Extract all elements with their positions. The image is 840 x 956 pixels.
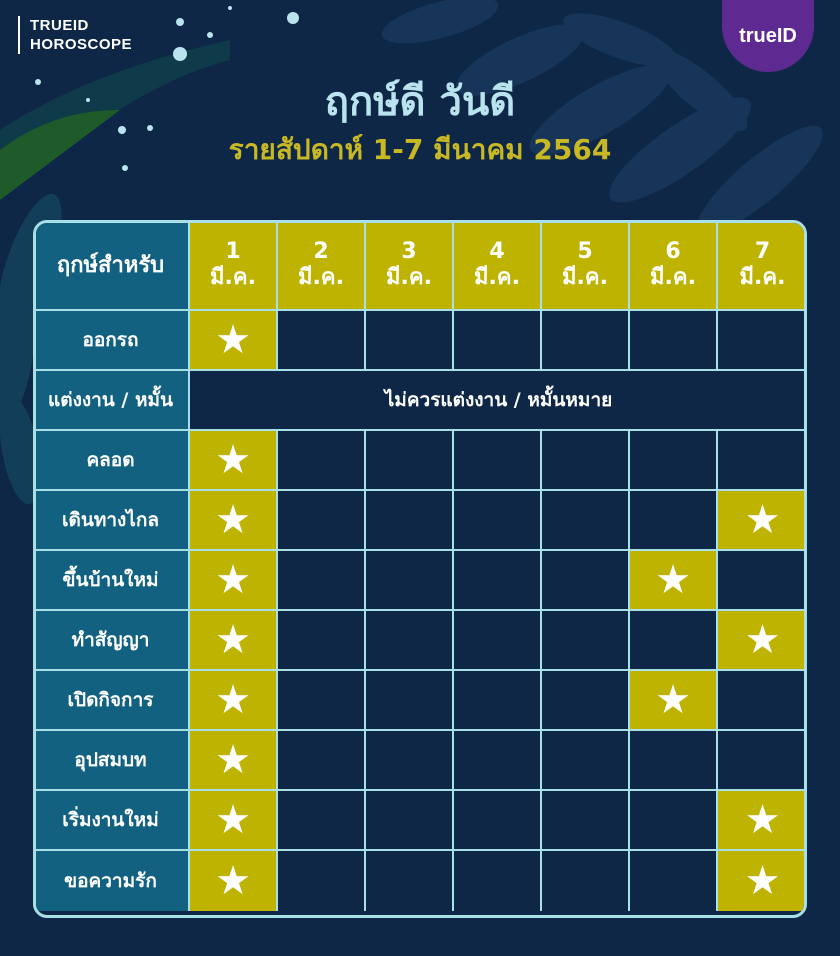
star-icon: ★ [215,858,251,904]
auspicious-cell [190,311,278,371]
empty-cell [454,851,542,911]
empty-cell [542,431,630,491]
empty-cell [630,491,718,551]
empty-cell [718,311,807,371]
brand-line-2: HOROSCOPE [30,36,133,53]
day-month: มี.ค. [739,264,786,290]
day-month: มี.ค. [474,264,520,290]
empty-cell [542,311,630,371]
star-icon: ★ [215,797,251,843]
empty-cell [630,851,718,911]
star-icon: ★ [215,557,251,603]
empty-cell [454,671,542,731]
empty-cell [542,731,630,791]
empty-cell [278,551,366,611]
empty-cell [366,731,454,791]
auspicious-cell [718,611,807,671]
day-number: 1 [225,238,241,264]
page-subtitle: รายสัปดาห์ 1-7 มีนาคม 2564 [228,133,612,166]
trueid-horoscope-brand [18,16,132,54]
auspicious-cell [190,731,278,791]
day-number: 4 [489,238,505,264]
star-icon: ★ [744,617,781,663]
auspicious-cell [718,491,807,551]
empty-cell [630,731,718,791]
row-label: ขอความรัก [33,851,190,911]
day-month: มี.ค. [386,264,432,290]
brand-line-1: TRUEID [30,17,89,34]
day-month: มี.ค. [210,264,256,290]
empty-cell [278,671,366,731]
empty-cell [718,551,807,611]
empty-cell [366,551,454,611]
empty-cell [454,791,542,851]
empty-cell [718,431,807,491]
empty-cell [278,731,366,791]
auspicious-cell [190,791,278,851]
empty-cell [278,311,366,371]
day-number: 2 [313,238,329,264]
auspicious-cell [190,851,278,911]
star-icon: ★ [215,437,251,483]
row-label: ออกรถ [33,311,190,371]
empty-cell [366,611,454,671]
auspicious-cell [718,791,807,851]
empty-cell [630,311,718,371]
empty-cell [278,791,366,851]
empty-cell [630,431,718,491]
empty-cell [454,311,542,371]
day-header-6 [630,220,718,311]
empty-cell [278,491,366,551]
day-header-5 [542,220,630,311]
row-note: ไม่ควรแต่งงาน / หมั้นหมาย [190,371,807,431]
corner-label: ฤกษ์สำหรับ [33,220,190,311]
row-label: เริ่มงานใหม่ [33,791,190,851]
auspicious-cell [190,551,278,611]
day-header-2 [278,220,366,311]
empty-cell [366,431,454,491]
row-label: ทำสัญญา [33,611,190,671]
day-month: มี.ค. [562,264,608,290]
row-label: อุปสมบท [33,731,190,791]
row-label: ขึ้นบ้านใหม่ [33,551,190,611]
empty-cell [630,611,718,671]
day-month: มี.ค. [650,264,696,290]
day-number: 5 [577,238,593,264]
day-header-4 [454,220,542,311]
empty-cell [542,851,630,911]
day-header-3 [366,220,454,311]
day-number: 3 [401,238,417,264]
empty-cell [454,491,542,551]
empty-cell [454,551,542,611]
empty-cell [366,491,454,551]
star-icon: ★ [215,497,251,543]
auspicious-cell [630,551,718,611]
empty-cell [454,431,542,491]
auspicious-cell [190,491,278,551]
empty-cell [718,731,807,791]
star-icon: ★ [215,677,251,723]
empty-cell [278,611,366,671]
empty-cell [454,611,542,671]
star-icon: ★ [215,737,251,783]
day-number: 6 [665,238,681,264]
empty-cell [366,311,454,371]
day-header-1 [190,220,278,311]
row-label: เดินทางไกล [33,491,190,551]
day-header-7 [718,220,807,311]
star-icon: ★ [215,617,251,663]
star-icon: ★ [744,858,781,904]
auspicious-cell [190,431,278,491]
day-number: 7 [754,238,771,264]
empty-cell [454,731,542,791]
empty-cell [366,671,454,731]
auspicious-grid [33,220,807,912]
auspicious-cell [718,851,807,911]
auspicious-cell [190,611,278,671]
empty-cell [366,791,454,851]
star-icon: ★ [655,677,691,723]
star-icon: ★ [655,557,691,603]
star-icon: ★ [744,797,781,843]
empty-cell [718,671,807,731]
empty-cell [542,671,630,731]
empty-cell [542,491,630,551]
auspicious-cell [190,671,278,731]
auspicious-cell [630,671,718,731]
row-label: แต่งงาน / หมั้น [33,371,190,431]
day-month: มี.ค. [298,264,344,290]
star-icon: ★ [744,497,781,543]
empty-cell [542,551,630,611]
star-icon: ★ [215,317,251,363]
row-label: เปิดกิจการ [33,671,190,731]
empty-cell [278,431,366,491]
page-title: ฤกษ์ดี วันดี [324,79,516,125]
empty-cell [542,611,630,671]
auspicious-table [33,220,807,918]
empty-cell [278,851,366,911]
empty-cell [630,791,718,851]
row-label: คลอด [33,431,190,491]
logo-text: trueID [739,24,797,47]
empty-cell [366,851,454,911]
empty-cell [542,791,630,851]
